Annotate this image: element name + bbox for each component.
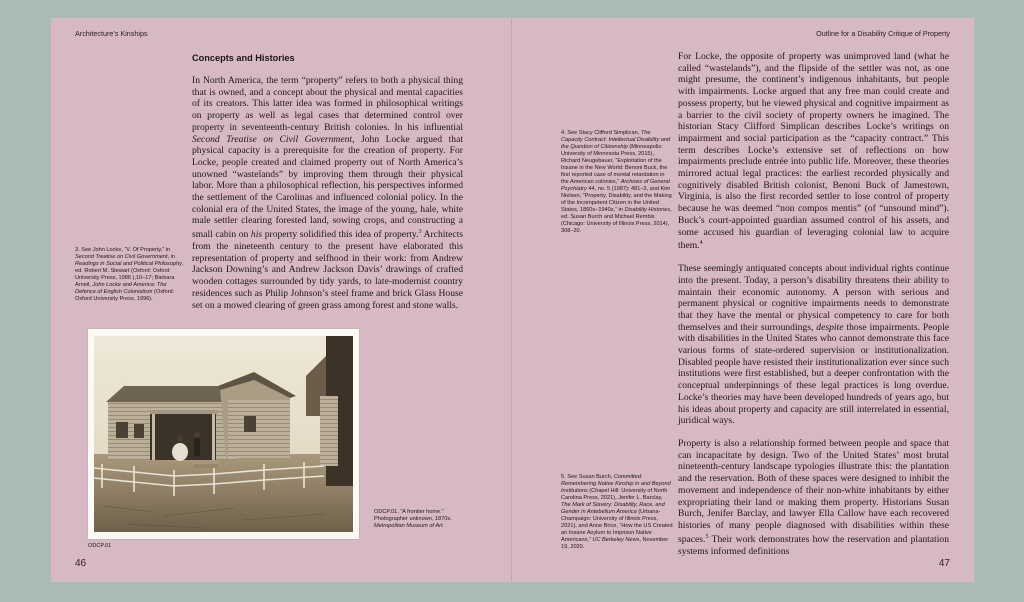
section-heading: Concepts and Histories	[192, 53, 295, 63]
right-paragraph-1: For Locke, the opposite of property was unimproved land (what he called “wastelands”), and the flipside of the settler was not, as one might presume, the continent’s indigenous inhabitants, but people with impairments. Locke argued that any free man could create and possess property, but he viewed physical and cognitive impairment as a barrier to the civil society of property owners he imagined. The historian Stacy Clifford Simplican describes Locke’s writings on impairment and social participation as the “capacity contract.” This term describes Locke’s extensive set of reflections on how impairments preclude entrée into public life. Moreover, these theories mirrored actual legal practices: the earliest recorded physically and cognitively disabled British colonist, Benoni Buck of Jamestown, Virginia, is also the first recorded settler to lose control of property because he was deemed “non compos mentis” (of “unsound mind”). Buck’s court-appointed guardian assumed control of his assets, and some accused his guardian of leveraging colonial law to acquire them.$^4$	[678, 51, 949, 252]
photo-caption: ODCP.01. “A frontier home.” Photographer unknown, 1870s. Metropolitan Museum of Art.	[374, 509, 452, 529]
footnote-ref-5[interactable]: 5	[705, 533, 709, 540]
footnote-ref-4[interactable]: 4	[699, 240, 703, 247]
plate-label: ODCP.01	[88, 543, 112, 549]
right-body-text	[678, 51, 949, 557]
page-number-left: 46	[75, 558, 87, 569]
frontier-home-photo	[88, 329, 359, 539]
gutter	[511, 18, 512, 582]
footnote-4: 4. See Stacy Clifford Simplican, The Capacity Contract: Intellectual Disability and the Question of Citizenship (Minneapolis: University of Minnesota Press, 2015), Richard Neugebauer, “Exploitation of the Insane in the New World: Benoni Buck, the first reported case of mental retardation in the American colonies,” Archives of General Psychiatry 44, no. 5 (1987): 481–3, and Kim Nielsen, “Property, Disability, and the Making of the Incompetent Citizen in the United States, 1860s–1940s,” in Disability Histories, ed. Susan Burch and Michael Rembis (Chicago: University of Illinois Press, 2014), 308–20.	[561, 130, 672, 234]
running-head-left: Architecture’s Kinships	[75, 29, 148, 38]
footnote-ref-3[interactable]: 3	[418, 229, 422, 236]
frontier-home-image	[94, 336, 353, 532]
running-head-right: Outline for a Disability Critique of Property	[816, 29, 950, 38]
footnote-3: 3. See John Locke, “V. Of Property,” in Second Treatise on Civil Government, in Readings in Social and Political Philosophy, ed. Robert M. Stewart (Oxford: Oxford University Press, 1986 ),10–17; Barbara Arneil, John Locke and America: The Defence of English Colonialism (Oxford: Oxford University Press, 1996).	[75, 247, 184, 302]
left-body-text	[192, 75, 463, 311]
left-paragraph: In North America, the term “property” refers to both a physical thing that is owned, and a concept about the physical and mental capacities of its creators. This latter idea was formed in philosophical writings on property as well as legal cases that determined control over property in seventeenth-century British colonies. In his influential Second Treatise on Civil Government, John Locke argued that physical capacity is a prerequisite for the creation of property. For Locke, people created and claimed property out of North America’s unowned “wastelands” by improving them through their physical labor. More than a philosophical reflection, his perspectives informed the settlement of the Carolinas and influenced colonial policy. In the colonial era of the United States, the image of the young, hale, white male settler clearing forested land, sowing crops, and constructing a small cabin on his property solidified this idea of property.$^3$ Architects from the nineteenth century to the present have elaborated this representation of property and selfhood in their work: from Andrew Jackson Downing’s and Andrew Jackson Davis’ drawings of crafted wooden cottages surrounded by tidy yards, to late-modernist country residences such as Philip Johnson’s steel frame and brick Glass House set on a mowed clearing of green grass among forest and stone walls.	[192, 75, 463, 311]
right-paragraph-3: Property is also a relationship formed between people and space that can incapacitate by design. Two of the United States’ most brutal nineteenth-century landscape typologies illustrate this: the plantation and the reservation. Both of these spaces were designed to inhibit the movement and independence of their non-white inhabitants by either expropriating their land or making them property. Historians Susan Burch, Jenifer Barclay, and lawyer Ella Callow have each recovered histories of many people diagnosed with disabilities within these spaces.$^5$ Their work demonstrates how the reservation and plantation systems informed definitions	[678, 437, 949, 557]
page-number-right: 47	[938, 558, 950, 569]
right-paragraph-2: These seemingly antiquated concepts about individual rights continue into the present. Today, a person’s disability threatens their ability to maintain their economic autonomy. A person with serious and permanent physical or cognitive impairments needs to demonstrate that they have the mental or physical competency to care for both themselves and their surroundings, despite those impairments. People with disabilities in the United States who cannot demonstrate this face various forms of state-ordered supervision or institutionalization. Disabled people have resisted their institutionalization ever since such institutions were first established, but a deeper confrontation with the conceptual underpinnings of these legal practices is long overdue. Locke’s theories may have been developed hundreds of years ago, but his ideas about property and capacity are still interrelated in essential, juridical ways.	[678, 263, 949, 427]
footnote-5: 5. See Susan Burch, Committed: Remembering Native Kinship in and Beyond Institutions (Chapel Hill: University of North Carolina Press, 2021), Jenifer L. Barclay, The Mark of Slavery: Disability, Race, and Gender in Antebellum America (Urbana-Champaign: University of Illinois Press, 2021), and Anne Brice, “How the US Created an Insane Asylum to Imprison Native Americans,” UC Berkeley News, November 19, 2020.	[561, 474, 673, 550]
book-spread	[51, 18, 974, 582]
